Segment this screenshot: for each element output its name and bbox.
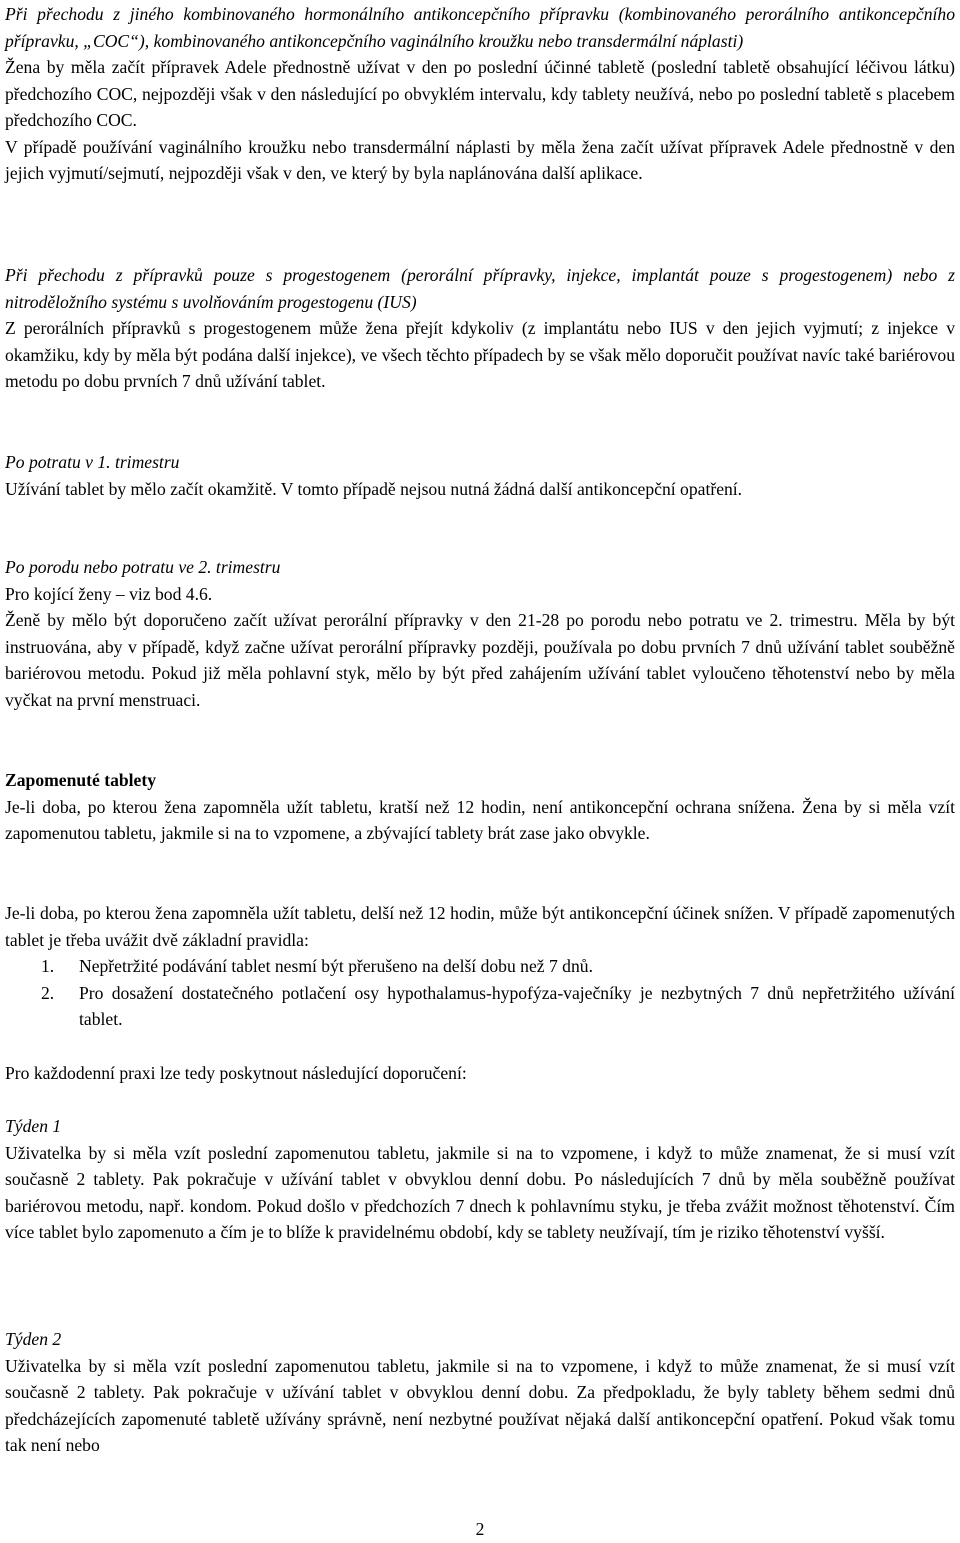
section-heading: Týden 1 xyxy=(5,1116,62,1136)
section-heading: Zapomenuté tablety xyxy=(5,770,157,790)
paragraph: Ženě by mělo být doporučeno začít užívat perorální přípravky v den 21-28 po porodu nebo potratu ve 2. trimestru. Měla by být instruována, aby v případě, když začne užívat perorální přípravky později, používala po dobu prvních 7 dnů užívání tablet souběžně bariérovou metodu. Pokud již měla pohlavní styk, mělo by být před zahájením užívání tablet vyloučeno těhotenství nebo by měla vyčkat na první menstruaci. xyxy=(5,610,955,710)
list-item xyxy=(5,953,955,980)
section-heading: Při přechodu z přípravků pouze s progestogenem (perorální přípravky, injekce, implantát pouze s progestogenem) nebo z nitroděložního systému s uvolňováním progestogenu (IUS) xyxy=(5,265,955,312)
section-postpartum xyxy=(5,554,955,713)
section-heading: Při přechodu z jiného kombinovaného hormonálního antikoncepčního přípravku (kombinovaného perorálního antikoncepčního přípravku, „COC“), kombinovaného antikoncepčního vaginálního kroužku nebo transdermální náplasti) xyxy=(5,4,955,51)
list-item-text: Pro dosažení dostatečného potlačení osy hypothalamus-hypofýza-vaječníky je nezbytných 7 dnů nepřetržitého užívání tablet. xyxy=(79,982,955,1029)
list-item-text: Nepřetržité podávání tablet nesmí být přerušeno na delší dobu než 7 dnů. xyxy=(79,956,593,976)
paragraph: Pro každodenní praxi lze tedy poskytnout následující doporučení: xyxy=(5,1063,467,1083)
list-number: 1. xyxy=(41,956,55,976)
paragraph: V případě používání vaginálního kroužku nebo transdermální náplasti by měla žena začít užívat přípravek Adele přednostně v den jejich vyjmutí/sejmutí, nejpozději však v den, ve který by byla naplánována další aplikace. xyxy=(5,136,955,183)
list-number: 2. xyxy=(41,982,55,1003)
paragraph: Žena by měla začít přípravek Adele přednostně užívat v den po poslední účinné tabletě (poslední tabletě obsahující léčivou látku) předchozího COC, nejpozději však v den následující po obvyklém intervalu, kdy tablety neužívá, nebo po poslední tabletě s placebem předchozího COC. xyxy=(5,57,955,130)
list-item xyxy=(5,980,955,1033)
paragraph: Užívání tablet by mělo začít okamžitě. V tomto případě nejsou nutná žádná další antikoncepční opatření. xyxy=(5,478,743,499)
paragraph: Pro kojící ženy – viz bod 4.6. xyxy=(5,583,213,604)
paragraph: Uživatelka by si měla vzít poslední zapomenutou tabletu, jakmile si na to vzpomene, i když to může znamenat, že si musí vzít současně 2 tablety. Pak pokračuje v užívání tablet v obvyklou denní dobu. Za předpokladu, že byly tablety během sedmi dnů předcházejících zapomenuté tabletě užívány správně, není nezbytné používat nějaká další antikoncepční opatření. Pokud však tomu tak není nebo xyxy=(5,1355,955,1455)
paragraph: Je-li doba, po kterou žena zapomněla užít tabletu, kratší než 12 hodin, není antikoncepční ochrana snížena. Žena by si měla vzít zapomenutou tabletu, jakmile si na to vzpomene, a zbývající tablety brát zase jako obvykle. xyxy=(5,796,955,843)
paragraph: Uživatelka by si měla vzít poslední zapomenutou tabletu, jakmile si na to vzpomene, i když to může znamenat, že si musí vzít současně 2 tablety. Pak pokračuje v užívání tablet v obvyklou denní dobu. Po následujících 7 dnů by měla souběžně používat bariérovou metodu, např. kondom. Pokud došlo v předchozích 7 dnech k pohlavnímu styku, je třeba zvážit možnost těhotenství. Čím více tablet bylo zapomenuto a čím je to blíže k pravidelnému období, kdy se tablety neužívají, tím je riziko těhotenství vyšší. xyxy=(5,1142,955,1242)
missed-tablets-rules xyxy=(5,900,955,1033)
paragraph: Je-li doba, po kterou žena zapomněla užít tabletu, delší než 12 hodin, může být antikoncepční účinek snížen. V případě zapomenutých tablet je třeba uvážit dvě základní pravidla: xyxy=(5,903,955,950)
section-week-2 xyxy=(5,1326,955,1459)
section-heading: Po potratu v 1. trimestru xyxy=(5,452,180,472)
recommendation-intro xyxy=(5,1060,955,1087)
section-heading: Týden 2 xyxy=(5,1329,62,1349)
paragraph: Z perorálních přípravků s progestogenem může žena přejít kdykoliv (z implantátu nebo IUS v den jejich vyjmutí; z injekce v okamžiku, kdy by měla být podána další injekce), ve všech těchto případech by se však mělo doporučit používat navíc také bariérovou metodu po dobu prvních 7 dnů užívání tablet. xyxy=(5,318,955,391)
section-heading: Po porodu nebo potratu ve 2. trimestru xyxy=(5,557,281,577)
page-number: 2 xyxy=(475,1519,485,1539)
section-progestogen xyxy=(5,262,955,395)
section-abortion-first-trimester xyxy=(5,449,955,502)
section-missed-tablets xyxy=(5,767,955,847)
section-coc xyxy=(5,1,955,187)
rules-list xyxy=(5,953,955,1033)
section-week-1 xyxy=(5,1113,955,1246)
